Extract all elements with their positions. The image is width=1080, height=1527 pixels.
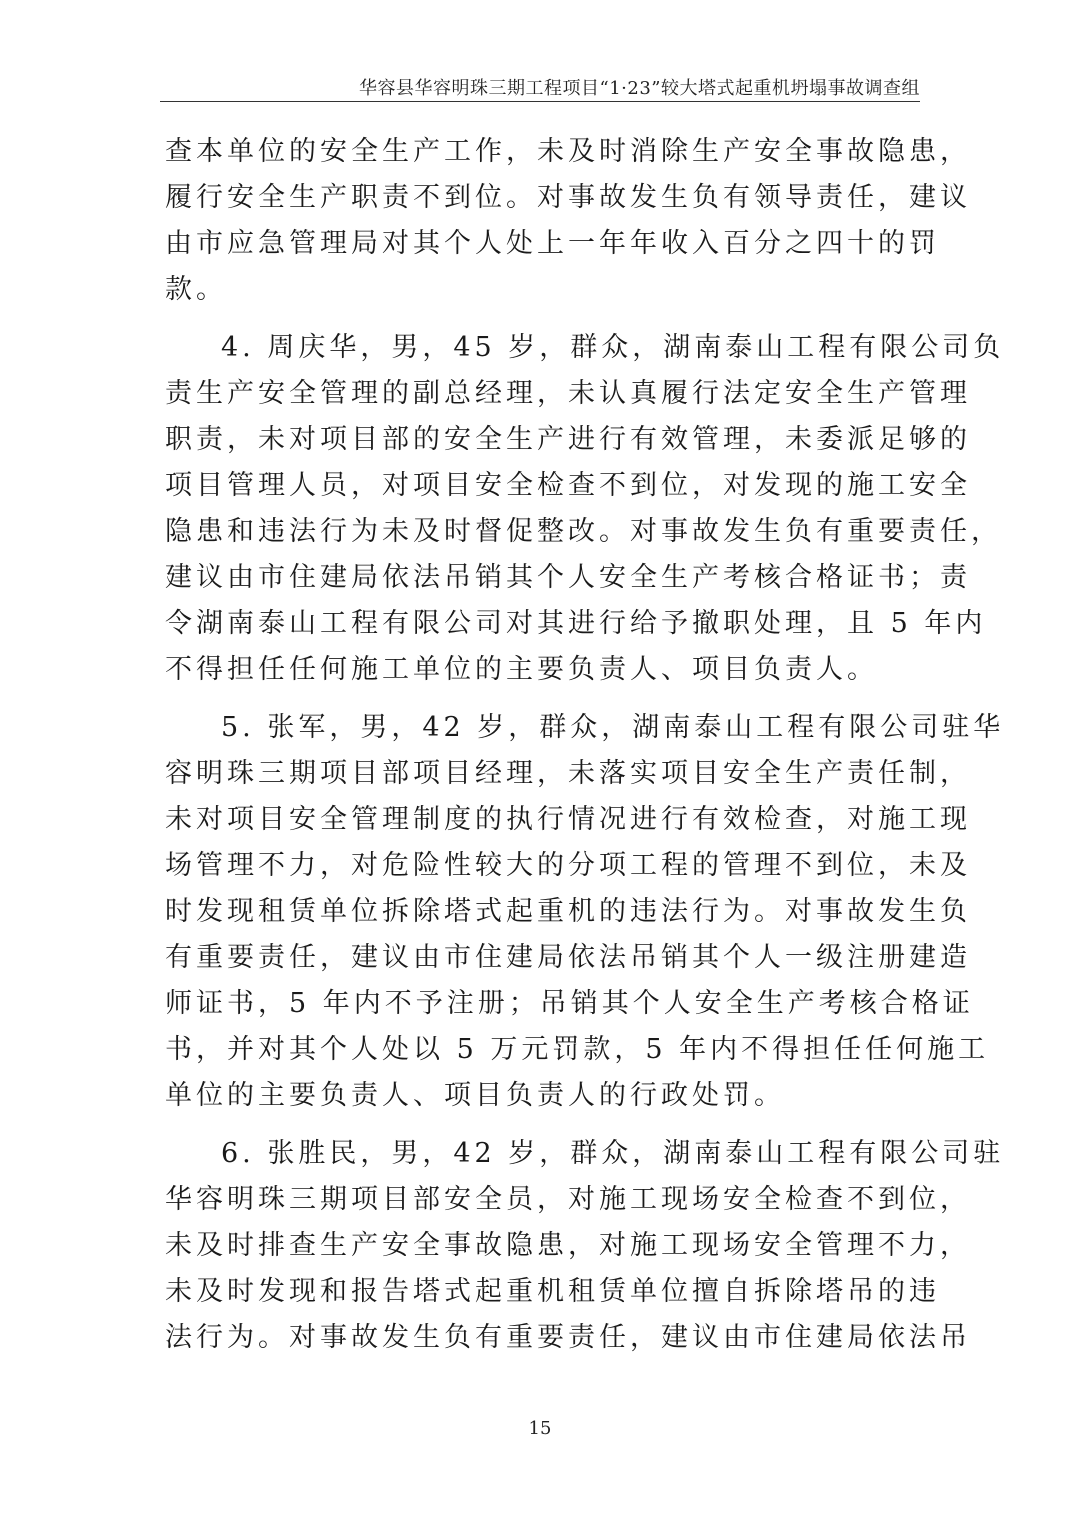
text-line: 隐患和违法行为未及时督促整改。对事故发生负有重要责任， <box>165 516 1002 547</box>
page-number: 15 <box>528 1418 552 1439</box>
text-line: 未及时排查生产安全事故隐患，对施工现场安全管理不力， <box>165 1230 971 1261</box>
text-line: 容明珠三期项目部项目经理，未落实项目安全生产责任制， <box>165 758 971 789</box>
text-line: 时发现租赁单位拆除塔式起重机的违法行为。对事故发生负 <box>165 896 971 927</box>
paragraph-start-5: 5. 张军，男，42 岁，群众，湖南泰山工程有限公司驻华 <box>221 712 1005 743</box>
text-line: 由市应急管理局对其个人处上一年年收入百分之四十的罚 <box>165 228 940 259</box>
text-line: 华容明珠三期项目部安全员，对施工现场安全检查不到位， <box>165 1184 971 1215</box>
text-line: 履行安全生产职责不到位。对事故发生负有领导责任，建议 <box>165 182 971 213</box>
text-line: 项目管理人员，对项目安全检查不到位，对发现的施工安全 <box>165 470 971 501</box>
text-line: 场管理不力，对危险性较大的分项工程的管理不到位，未及 <box>165 850 971 881</box>
text-line: 查本单位的安全生产工作，未及时消除生产安全事故隐患， <box>165 136 971 167</box>
text-line: 师证书，5 年内不予注册；吊销其个人安全生产考核合格证 <box>165 988 974 1019</box>
paragraph-start-4: 4. 周庆华，男，45 岁，群众，湖南泰山工程有限公司负 <box>221 332 1005 363</box>
paragraph-start-6: 6. 张胜民，男，42 岁，群众，湖南泰山工程有限公司驻 <box>221 1138 1005 1169</box>
text-line: 令湖南泰山工程有限公司对其进行给予撤职处理，且 5 年内 <box>165 608 987 639</box>
header-divider <box>160 101 920 102</box>
text-line: 未对项目安全管理制度的执行情况进行有效检查，对施工现 <box>165 804 971 835</box>
text-line: 法行为。对事故发生负有重要责任，建议由市住建局依法吊 <box>165 1322 971 1353</box>
text-line: 建议由市住建局依法吊销其个人安全生产考核合格证书；责 <box>165 562 971 593</box>
text-line: 不得担任任何施工单位的主要负责人、项目负责人。 <box>165 654 878 685</box>
text-line: 责生产安全管理的副总经理，未认真履行法定安全生产管理 <box>165 378 971 409</box>
text-line: 书，并对其个人处以 5 万元罚款，5 年内不得担任任何施工 <box>165 1034 990 1065</box>
text-line: 款。 <box>165 274 227 305</box>
page-header: 华容县华容明珠三期工程项目“1·23”较大塔式起重机坍塌事故调查组 <box>359 78 920 99</box>
text-line: 有重要责任，建议由市住建局依法吊销其个人一级注册建造 <box>165 942 971 973</box>
text-line: 单位的主要负责人、项目负责人的行政处罚。 <box>165 1080 785 1111</box>
text-line: 未及时发现和报告塔式起重机租赁单位擅自拆除塔吊的违 <box>165 1276 940 1307</box>
text-line: 职责，未对项目部的安全生产进行有效管理，未委派足够的 <box>165 424 971 455</box>
